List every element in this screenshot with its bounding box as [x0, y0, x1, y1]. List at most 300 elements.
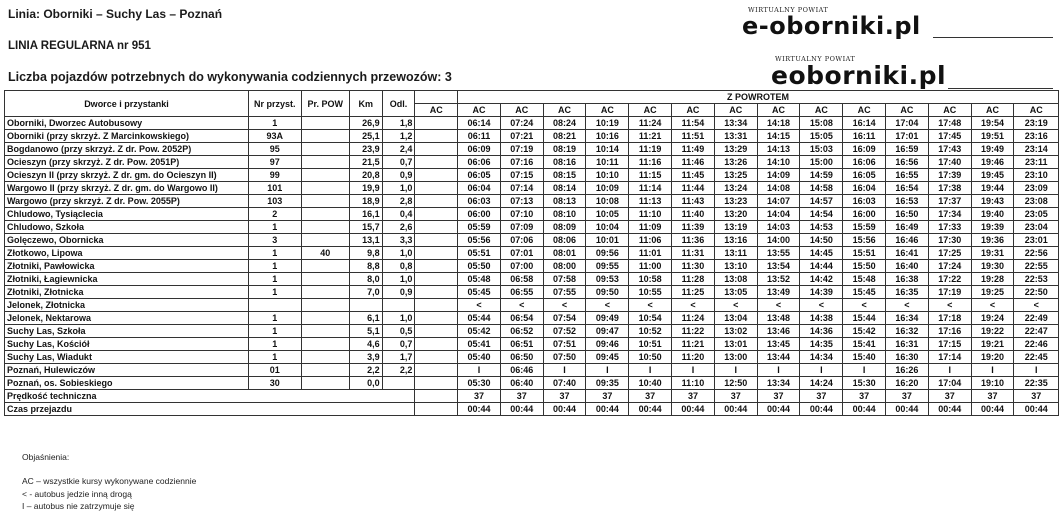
departure-time: 16:26	[886, 364, 929, 377]
table-row	[5, 247, 1059, 260]
speed-value: 37	[629, 390, 672, 403]
departure-time: <	[586, 299, 629, 312]
departure-time: 17:01	[886, 130, 929, 143]
empty-cell	[415, 208, 458, 221]
departure-time: 15:30	[843, 377, 886, 390]
departure-time: 15:42	[843, 325, 886, 338]
departure-time: I	[1014, 364, 1059, 377]
course-type: AC	[714, 104, 757, 117]
departure-time: 14:35	[800, 338, 843, 351]
departure-time: 11:21	[672, 338, 715, 351]
departure-time: 17:22	[928, 273, 971, 286]
departure-time: 16:05	[843, 169, 886, 182]
speed-value: 37	[500, 390, 543, 403]
departure-time: 14:59	[800, 169, 843, 182]
departure-time: 11:16	[629, 156, 672, 169]
stop-distance: 3,3	[382, 234, 415, 247]
stop-name: Poznań, os. Sobieskiego	[5, 377, 249, 390]
travel-time-value: 00:44	[800, 403, 843, 416]
departure-time: 19:31	[971, 247, 1014, 260]
departure-time: 15:08	[800, 117, 843, 130]
stop-name: Suchy Las, Wiadukt	[5, 351, 249, 364]
departure-time: 17:43	[928, 143, 971, 156]
departure-time: 13:02	[714, 325, 757, 338]
speed-value: 37	[928, 390, 971, 403]
departure-time: <	[714, 299, 757, 312]
departure-time: 14:18	[757, 117, 800, 130]
stop-pow	[301, 130, 349, 143]
speed-value: 37	[1014, 390, 1059, 403]
departure-time: 08:16	[543, 156, 586, 169]
travel-time-value: 00:44	[1014, 403, 1059, 416]
departure-time: 15:05	[800, 130, 843, 143]
departure-time: 11:24	[629, 117, 672, 130]
travel-time-label: Czas przejazdu	[5, 403, 415, 416]
departure-time: 13:55	[757, 247, 800, 260]
departure-time: 19:46	[971, 156, 1014, 169]
departure-time: <	[543, 299, 586, 312]
departure-time: 09:53	[586, 273, 629, 286]
course-type: AC	[415, 104, 458, 117]
table-row	[5, 260, 1059, 273]
departure-time: 23:14	[1014, 143, 1059, 156]
speed-value: 37	[886, 390, 929, 403]
empty-cell	[415, 195, 458, 208]
stop-pow	[301, 299, 349, 312]
departure-time: 11:31	[672, 247, 715, 260]
departure-time: 07:10	[500, 208, 543, 221]
departure-time: 17:25	[928, 247, 971, 260]
departure-time: 05:42	[458, 325, 501, 338]
departure-time: 16:00	[843, 208, 886, 221]
stop-name: Suchy Las, Szkoła	[5, 325, 249, 338]
departure-time: 14:39	[800, 286, 843, 299]
departure-time: 16:14	[843, 117, 886, 130]
departure-time: 05:51	[458, 247, 501, 260]
departure-time: 14:08	[757, 182, 800, 195]
departure-time: 07:16	[500, 156, 543, 169]
departure-time: I	[714, 364, 757, 377]
stop-distance: 2,6	[382, 221, 415, 234]
departure-time: 19:20	[971, 351, 1014, 364]
departure-time: I	[800, 364, 843, 377]
departure-time: 19:54	[971, 117, 1014, 130]
departure-time: 14:53	[800, 221, 843, 234]
departure-time: 17:04	[928, 377, 971, 390]
empty-cell	[415, 351, 458, 364]
legend-no-stop: I – autobus nie zatrzymuje się	[22, 501, 135, 511]
course-type: AC	[500, 104, 543, 117]
departure-time: 16:35	[886, 286, 929, 299]
speed-label: Prędkość techniczna	[5, 390, 415, 403]
departure-time: 17:19	[928, 286, 971, 299]
line-title: Linia: Oborniki – Suchy Las – Poznań	[8, 7, 223, 21]
speed-value: 37	[714, 390, 757, 403]
table-row	[5, 325, 1059, 338]
stop-km: 0,0	[349, 377, 382, 390]
departure-time: 07:01	[500, 247, 543, 260]
departure-time: 16:56	[886, 156, 929, 169]
stop-pow	[301, 156, 349, 169]
departure-time: 09:55	[586, 260, 629, 273]
stop-pow	[301, 195, 349, 208]
stop-km: 9,8	[349, 247, 382, 260]
departure-time: 11:01	[629, 247, 672, 260]
departure-time: 13:05	[714, 286, 757, 299]
departure-time: <	[971, 299, 1014, 312]
departure-time: 07:24	[500, 117, 543, 130]
departure-time: 16:54	[886, 182, 929, 195]
departure-time: 15:59	[843, 221, 886, 234]
course-type: AC	[971, 104, 1014, 117]
stop-name: Chludowo, Szkoła	[5, 221, 249, 234]
departure-time: 13:49	[757, 286, 800, 299]
course-type: AC	[458, 104, 501, 117]
departure-time: 11:10	[629, 208, 672, 221]
speed-value: 37	[672, 390, 715, 403]
departure-time: 16:09	[843, 143, 886, 156]
departure-time: 06:52	[500, 325, 543, 338]
departure-time: 13:48	[757, 312, 800, 325]
departure-time: 11:20	[672, 351, 715, 364]
departure-time: 10:01	[586, 234, 629, 247]
stop-name: Poznań, Hulewiczów	[5, 364, 249, 377]
stop-name: Ocieszyn (przy skrzyż. Z dr. Pow. 2051P)	[5, 156, 249, 169]
stop-name: Suchy Las, Kościół	[5, 338, 249, 351]
stop-km: 8,8	[349, 260, 382, 273]
departure-time: 13:34	[714, 117, 757, 130]
departure-time: 09:45	[586, 351, 629, 364]
stop-km: 15,7	[349, 221, 382, 234]
stop-pow	[301, 221, 349, 234]
departure-time: 09:56	[586, 247, 629, 260]
departure-time: I	[757, 364, 800, 377]
legend-title: Objaśnienia:	[22, 452, 70, 462]
stop-distance: 0,5	[382, 325, 415, 338]
departure-time: 23:09	[1014, 182, 1059, 195]
travel-time-value: 00:44	[886, 403, 929, 416]
stop-km: 18,9	[349, 195, 382, 208]
departure-time: 14:07	[757, 195, 800, 208]
departure-time: 08:01	[543, 247, 586, 260]
departure-time: 10:51	[629, 338, 672, 351]
departure-time: 11:39	[672, 221, 715, 234]
departure-time: I	[971, 364, 1014, 377]
departure-time: 13:54	[757, 260, 800, 273]
departure-time: 22:56	[1014, 247, 1059, 260]
departure-time: 10:52	[629, 325, 672, 338]
empty-cell	[415, 169, 458, 182]
stop-km: 7,0	[349, 286, 382, 299]
departure-time: 19:43	[971, 195, 1014, 208]
travel-time-value: 00:44	[971, 403, 1014, 416]
departure-time: 11:22	[672, 325, 715, 338]
departure-time: 09:49	[586, 312, 629, 325]
departure-time: 19:45	[971, 169, 1014, 182]
table-row	[5, 312, 1059, 325]
header-nr: Nr przyst.	[248, 91, 301, 117]
departure-time: 07:58	[543, 273, 586, 286]
stop-number: 1	[248, 260, 301, 273]
departure-time: 17:18	[928, 312, 971, 325]
departure-time: 11:15	[629, 169, 672, 182]
departure-time: 23:01	[1014, 234, 1059, 247]
departure-time: 11:25	[672, 286, 715, 299]
departure-time: 19:44	[971, 182, 1014, 195]
departure-time: 08:14	[543, 182, 586, 195]
departure-time: <	[458, 299, 501, 312]
departure-time: 11:51	[672, 130, 715, 143]
departure-time: 07:52	[543, 325, 586, 338]
departure-time: 13:11	[714, 247, 757, 260]
speed-value: 37	[971, 390, 1014, 403]
empty-cell	[415, 364, 458, 377]
departure-time: 13:20	[714, 208, 757, 221]
stop-number: 1	[248, 351, 301, 364]
course-type: AC	[629, 104, 672, 117]
departure-time: 06:11	[458, 130, 501, 143]
stop-number: 95	[248, 143, 301, 156]
stop-number: 103	[248, 195, 301, 208]
departure-time: 11:46	[672, 156, 715, 169]
stop-name: Jelonek, Złotnicka	[5, 299, 249, 312]
stop-km: 26,9	[349, 117, 382, 130]
table-row	[5, 156, 1059, 169]
departure-time: 13:29	[714, 143, 757, 156]
stop-distance: 1,0	[382, 273, 415, 286]
stop-pow	[301, 286, 349, 299]
stop-number: 1	[248, 325, 301, 338]
departure-time: 05:44	[458, 312, 501, 325]
stop-pow	[301, 169, 349, 182]
departure-time: 06:04	[458, 182, 501, 195]
departure-time: 17:30	[928, 234, 971, 247]
stop-distance: 1,8	[382, 117, 415, 130]
table-row	[5, 143, 1059, 156]
stop-distance: 0,4	[382, 208, 415, 221]
stop-number: 1	[248, 117, 301, 130]
departure-time: 16:49	[886, 221, 929, 234]
stop-name: Złotniki, Pawłowicka	[5, 260, 249, 273]
stop-pow	[301, 312, 349, 325]
departure-time: 16:20	[886, 377, 929, 390]
departure-time: 06:50	[500, 351, 543, 364]
departure-time: 08:00	[543, 260, 586, 273]
course-type: AC	[543, 104, 586, 117]
departure-time: 10:04	[586, 221, 629, 234]
stop-km: 25,1	[349, 130, 382, 143]
departure-time: 16:30	[886, 351, 929, 364]
departure-time: 11:00	[629, 260, 672, 273]
travel-time-value: 00:44	[543, 403, 586, 416]
departure-time: 17:40	[928, 156, 971, 169]
departure-time: 06:03	[458, 195, 501, 208]
departure-time: 16:11	[843, 130, 886, 143]
table-row	[5, 221, 1059, 234]
course-type: AC	[672, 104, 715, 117]
departure-time: 13:00	[714, 351, 757, 364]
departure-time: 13:24	[714, 182, 757, 195]
stop-number: 97	[248, 156, 301, 169]
departure-time: 11:10	[672, 377, 715, 390]
logo-e-oborniki-top	[742, 6, 921, 38]
departure-time: 16:04	[843, 182, 886, 195]
legend-detour: < - autobus jedzie inną drogą	[22, 489, 132, 499]
departure-time: 16:40	[886, 260, 929, 273]
empty-cell	[415, 143, 458, 156]
departure-time: <	[843, 299, 886, 312]
stop-km: 19,9	[349, 182, 382, 195]
stop-distance: 1,0	[382, 312, 415, 325]
departure-time: 16:03	[843, 195, 886, 208]
travel-time-value: 00:44	[629, 403, 672, 416]
speed-value: 37	[843, 390, 886, 403]
logo-underline	[933, 37, 1053, 38]
departure-time: 08:09	[543, 221, 586, 234]
stop-number: 1	[248, 273, 301, 286]
departure-time: 08:15	[543, 169, 586, 182]
departure-time: 15:40	[843, 351, 886, 364]
departure-time: 14:04	[757, 208, 800, 221]
stop-name: Wargowo II (przy skrzyż. Z dr. gm. do Wargowo II)	[5, 182, 249, 195]
stop-km: 16,1	[349, 208, 382, 221]
empty-cell	[415, 299, 458, 312]
legend-ac: AC – wszystkie kursy wykonywane codziennie	[22, 476, 197, 486]
stop-number: 93A	[248, 130, 301, 143]
departure-time: 17:34	[928, 208, 971, 221]
table-row	[5, 182, 1059, 195]
departure-time: 17:39	[928, 169, 971, 182]
course-type: AC	[1014, 104, 1059, 117]
departure-time: 06:55	[500, 286, 543, 299]
stop-pow	[301, 364, 349, 377]
departure-time: 16:41	[886, 247, 929, 260]
departure-time: 14:36	[800, 325, 843, 338]
stop-number: 1	[248, 247, 301, 260]
stop-name: Chludowo, Tysiąclecia	[5, 208, 249, 221]
logo-underline	[948, 88, 1053, 89]
stop-number: 2	[248, 208, 301, 221]
table-row	[5, 286, 1059, 299]
departure-time: <	[672, 299, 715, 312]
table-row	[5, 273, 1059, 286]
departure-time: 10:19	[586, 117, 629, 130]
departure-time: 22:35	[1014, 377, 1059, 390]
departure-time: I	[458, 364, 501, 377]
logo-tagline: WIRTUALNY POWIAT	[775, 55, 856, 63]
departure-time: 22:55	[1014, 260, 1059, 273]
stop-number: 3	[248, 234, 301, 247]
departure-time: 19:40	[971, 208, 1014, 221]
speed-value: 37	[543, 390, 586, 403]
departure-time: 13:45	[757, 338, 800, 351]
departure-time: 19:24	[971, 312, 1014, 325]
speed-value: 37	[458, 390, 501, 403]
departure-time: 08:19	[543, 143, 586, 156]
table-row	[5, 195, 1059, 208]
stop-distance: 0,7	[382, 338, 415, 351]
departure-time: 19:39	[971, 221, 1014, 234]
travel-time-value: 00:44	[458, 403, 501, 416]
stop-distance: 2,2	[382, 364, 415, 377]
departure-time: 11:21	[629, 130, 672, 143]
departure-time: 08:06	[543, 234, 586, 247]
departure-time: 22:45	[1014, 351, 1059, 364]
departure-time: 15:56	[843, 234, 886, 247]
line-number: LINIA REGULARNA nr 951	[8, 40, 151, 52]
course-type: AC	[586, 104, 629, 117]
vehicles-count: Liczba pojazdów potrzebnych do wykonywania codziennych przewozów: 3	[8, 70, 452, 84]
travel-time-value: 00:44	[757, 403, 800, 416]
departure-time: 19:22	[971, 325, 1014, 338]
departure-time: 13:08	[714, 273, 757, 286]
speed-value: 37	[757, 390, 800, 403]
speed-row	[5, 390, 1059, 403]
departure-time: 13:25	[714, 169, 757, 182]
departure-time: I	[543, 364, 586, 377]
departure-time: 16:31	[886, 338, 929, 351]
departure-time: 07:14	[500, 182, 543, 195]
stop-km: 23,9	[349, 143, 382, 156]
departure-time: 17:33	[928, 221, 971, 234]
stop-number: 30	[248, 377, 301, 390]
stop-number	[248, 299, 301, 312]
stop-name: Jelonek, Nektarowa	[5, 312, 249, 325]
departure-time: 06:06	[458, 156, 501, 169]
departure-time: 14:10	[757, 156, 800, 169]
stop-km: 5,1	[349, 325, 382, 338]
departure-time: 17:45	[928, 130, 971, 143]
departure-time: 13:01	[714, 338, 757, 351]
stop-distance: 0,8	[382, 260, 415, 273]
departure-time: 12:50	[714, 377, 757, 390]
departure-time: 19:30	[971, 260, 1014, 273]
stop-name: Złotniki, Łagiewnicka	[5, 273, 249, 286]
departure-time: 13:04	[714, 312, 757, 325]
travel-time-value: 00:44	[672, 403, 715, 416]
departure-time: 23:08	[1014, 195, 1059, 208]
departure-time: 17:15	[928, 338, 971, 351]
stop-pow	[301, 377, 349, 390]
header-direction: Z POWROTEM	[458, 91, 1059, 104]
header-stops: Dworce i przystanki	[5, 91, 249, 117]
empty-cell	[415, 273, 458, 286]
departure-time: 05:50	[458, 260, 501, 273]
departure-time: 07:15	[500, 169, 543, 182]
departure-time: <	[800, 299, 843, 312]
travel-time-row	[5, 403, 1059, 416]
stop-name: Oborniki (przy skrzyż. Z Marcinkowskiego)	[5, 130, 249, 143]
stop-km	[349, 299, 382, 312]
course-type: AC	[886, 104, 929, 117]
departure-time: 16:38	[886, 273, 929, 286]
table-row	[5, 169, 1059, 182]
departure-time: 11:30	[672, 260, 715, 273]
stop-name: Wargowo (przy skrzyż. Z dr. Pow. 2055P)	[5, 195, 249, 208]
departure-time: 11:06	[629, 234, 672, 247]
travel-time-value: 00:44	[586, 403, 629, 416]
stop-distance: 2,8	[382, 195, 415, 208]
departure-time: 08:24	[543, 117, 586, 130]
departure-time: 06:00	[458, 208, 501, 221]
departure-time: 13:52	[757, 273, 800, 286]
table-row	[5, 208, 1059, 221]
departure-time: 17:04	[886, 117, 929, 130]
table-row	[5, 234, 1059, 247]
empty-cell	[415, 182, 458, 195]
departure-time: 11:44	[672, 182, 715, 195]
stop-distance: 0,9	[382, 169, 415, 182]
